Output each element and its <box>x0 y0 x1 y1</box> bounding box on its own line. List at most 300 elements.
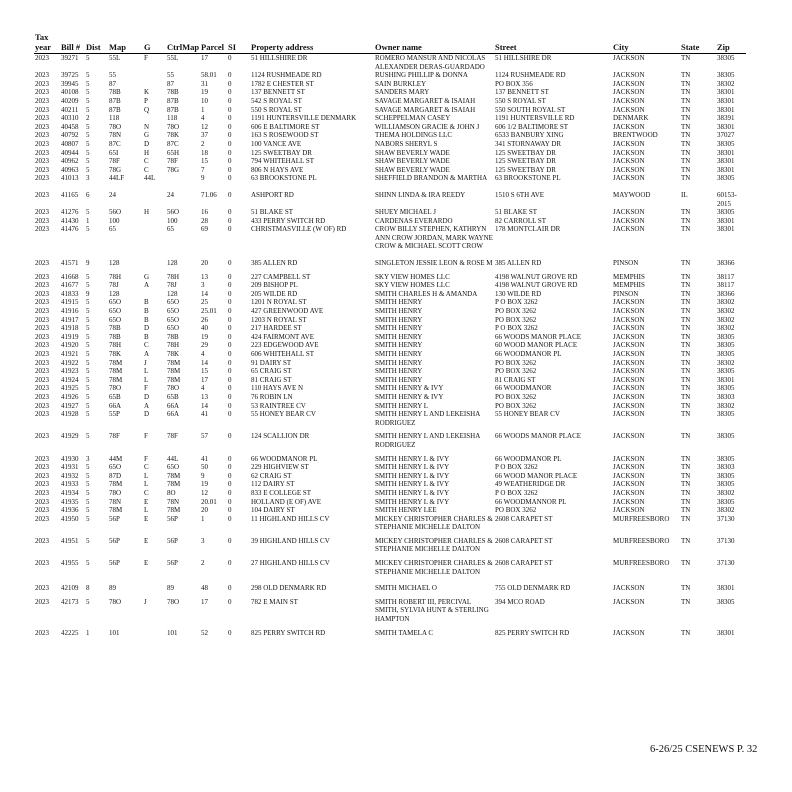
table-row <box>34 298 746 307</box>
table-cell: PO BOX 3262 <box>495 392 537 401</box>
table-row <box>34 123 746 132</box>
table-cell: 41 <box>201 454 208 463</box>
table-cell: 2608 CARAPET ST <box>495 514 553 523</box>
table-cell: 38305 <box>717 367 735 376</box>
table-row <box>34 463 746 472</box>
table-cell: 78M <box>167 506 181 515</box>
table-cell: 89 <box>109 584 116 593</box>
table-cell: 427 GREENWOOD AVE <box>251 307 324 316</box>
table-cell: 48 <box>201 584 208 593</box>
table-cell: TN <box>681 157 691 166</box>
table-cell: 4198 WALNUT GROVE RD <box>495 281 578 290</box>
table-cell: TN <box>681 506 691 515</box>
table-cell: TN <box>681 324 691 333</box>
table-cell: 41955 <box>61 559 79 568</box>
table-cell: A <box>144 401 150 410</box>
column-header: Map <box>108 33 143 54</box>
table-cell: 24 <box>167 190 174 199</box>
table-cell: 0 <box>228 122 232 131</box>
table-cell: 5 <box>86 281 90 290</box>
table-cell: TN <box>681 497 691 506</box>
table-cell: 40962 <box>61 157 79 166</box>
table-cell: 87B <box>167 105 179 114</box>
table-cell: TN <box>681 165 691 174</box>
column-header: CtrlMap <box>166 33 200 54</box>
table-row <box>34 88 746 97</box>
delinquent-tax-table-page <box>34 33 746 637</box>
table-cell: SMITH HENRY LEE <box>375 506 437 515</box>
table-cell: 5 <box>86 272 90 281</box>
table-cell: 0 <box>228 324 232 333</box>
page-footer: 6-26/25 CSENEWS P. 32 <box>650 744 758 755</box>
table-cell: MEMPHIS <box>613 272 645 281</box>
table-cell: JACKSON <box>613 497 645 506</box>
table-row <box>34 498 746 507</box>
table-cell: 37130 <box>717 514 735 523</box>
table-cell: 53 RAINTREE CV <box>251 401 306 410</box>
table-cell: H <box>144 208 150 217</box>
table-cell: 2023 <box>35 401 49 410</box>
table-cell: SMITH HENRY & IVY <box>375 384 444 393</box>
table-row <box>34 268 746 282</box>
table-cell: 78O <box>109 122 122 131</box>
table-cell: 825 PERRY SWITCH RD <box>251 628 326 637</box>
table-cell: 833 E COLLEGE ST <box>251 488 312 497</box>
table-cell: D <box>144 392 150 401</box>
table-cell: TN <box>681 358 691 367</box>
table-cell: 78K <box>109 350 122 358</box>
table-cell: 41926 <box>61 392 79 401</box>
table-cell: 2023 <box>35 131 49 140</box>
table-cell: K <box>144 88 150 97</box>
table-cell: 38302 <box>717 79 735 88</box>
table-cell: TN <box>681 463 691 472</box>
table-cell: J <box>144 597 147 606</box>
table-cell: 50 <box>201 463 208 472</box>
table-cell: 41930 <box>61 454 79 463</box>
table-cell: D <box>144 139 150 148</box>
table-row <box>34 106 746 115</box>
table-cell: 118 <box>167 114 178 123</box>
table-cell: 2023 <box>35 122 49 131</box>
table-cell: 0 <box>228 114 232 123</box>
table-cell: JACKSON <box>613 298 645 307</box>
table-cell: 9 <box>86 289 90 298</box>
table-cell: SKY VIEW HOMES LLC <box>375 272 450 281</box>
table-cell: 38303 <box>717 392 735 401</box>
table-cell: 2023 <box>35 289 49 298</box>
table-cell: TN <box>681 332 691 341</box>
table-cell: 227 CAMPBELL ST <box>251 272 311 281</box>
table-cell: 2023 <box>35 536 49 545</box>
table-cell: H <box>144 148 150 157</box>
table-cell: 41925 <box>61 384 79 393</box>
table-cell: JACKSON <box>613 506 645 515</box>
table-cell: 5 <box>86 88 90 97</box>
table-cell: 550 S ROYAL ST <box>495 96 546 105</box>
table-cell: 100 VANCE AVE <box>251 139 302 148</box>
table-cell: 78F <box>167 157 178 166</box>
table-cell: 78N <box>167 497 180 506</box>
table-cell: 78O <box>167 597 180 606</box>
table-cell: 87 <box>109 79 116 88</box>
table-cell: 78O <box>109 488 122 497</box>
table-cell: TN <box>681 174 691 183</box>
table-cell <box>143 71 166 80</box>
table-cell: SMITH HENRY L AND LEKEISHA RODRIGUEZ <box>375 432 480 449</box>
table-cell: 91 DAIRY ST <box>251 358 292 367</box>
table-cell: TN <box>681 454 691 463</box>
table-cell: 38305 <box>717 597 735 606</box>
table-cell: TN <box>681 341 691 350</box>
table-cell: 606 WHITEHALL ST <box>251 350 314 358</box>
table-cell: 20 <box>201 506 208 515</box>
table-cell: MEMPHIS <box>613 281 645 290</box>
table-row <box>34 174 746 183</box>
table-cell: 5 <box>86 488 90 497</box>
table-cell: 125 SWEETBAY DR <box>495 165 556 174</box>
table-cell: 78M <box>109 375 123 384</box>
table-cell: E <box>144 514 149 523</box>
table-cell: SMITH HENRY <box>375 307 423 316</box>
table-cell: 38301 <box>717 157 735 166</box>
table-cell: 5 <box>86 597 90 606</box>
table-cell: SMITH HENRY L AND LEKEISHA RODRIGUEZ <box>375 410 480 427</box>
table-cell: 2023 <box>35 597 49 606</box>
table-cell: 41013 <box>61 174 79 183</box>
table-cell: SMITH HENRY <box>375 298 423 307</box>
table-cell: 15 <box>201 157 208 166</box>
table-cell: J <box>144 358 147 367</box>
table-cell: TN <box>681 225 691 234</box>
table-cell: 2023 <box>35 71 49 80</box>
table-cell: 37027 <box>717 131 735 140</box>
table-cell: 40209 <box>61 96 79 105</box>
table-cell: 0 <box>228 307 232 316</box>
table-cell: 66 WOODMANOR PL <box>495 350 562 358</box>
table-cell: 40 <box>201 324 208 333</box>
table-cell: 41918 <box>61 324 79 333</box>
table-cell: 0 <box>228 480 232 489</box>
table-cell: 5 <box>86 79 90 88</box>
table-cell: 38391 <box>717 114 735 123</box>
table-row <box>34 281 746 290</box>
table-cell: 55 <box>167 71 174 80</box>
table-cell: JACKSON <box>613 315 645 324</box>
table-cell: SMITH TAMELA C <box>375 628 434 637</box>
table-cell: 0 <box>228 514 232 523</box>
table-row <box>34 410 746 427</box>
table-cell: 78M <box>109 480 123 489</box>
table-cell: 66 WOODMANOR PL <box>251 454 318 463</box>
table-cell: 0 <box>228 463 232 472</box>
table-cell: 17 <box>201 597 208 606</box>
table-cell: B <box>144 307 149 316</box>
table-cell: 78K <box>167 350 180 358</box>
table-cell: 2023 <box>35 105 49 114</box>
table-cell: 71.06 <box>201 190 217 199</box>
table-cell: 65 <box>167 225 174 234</box>
table-row <box>34 515 746 532</box>
table-cell: SMITH HENRY <box>375 341 423 350</box>
table-cell: JACKSON <box>613 375 645 384</box>
table-cell: E <box>144 559 149 568</box>
table-cell: JACKSON <box>613 216 645 225</box>
table-cell: 66 WOOD MANOR PLACE <box>495 471 578 480</box>
table-cell: 825 PERRY SWITCH RD <box>495 628 570 637</box>
table-cell: TN <box>681 375 691 384</box>
table-cell: 66A <box>167 401 180 410</box>
table-cell: 38302 <box>717 488 735 497</box>
table-row <box>34 183 746 208</box>
table-cell: 100 <box>109 216 120 225</box>
table-cell: 606 1/2 BALTIMORE ST <box>495 122 569 131</box>
table-cell: E <box>144 497 149 506</box>
table-cell: TN <box>681 96 691 105</box>
table-cell: 128 <box>109 289 120 298</box>
table-cell: 2023 <box>35 324 49 333</box>
table-cell: D <box>144 410 150 419</box>
table-cell: 0 <box>228 367 232 376</box>
table-cell: SMITH HENRY L & IVY <box>375 463 450 472</box>
table-cell: 41936 <box>61 506 79 515</box>
table-cell: 66 WOODMANNOR PL <box>495 497 567 506</box>
table-cell: C <box>144 341 149 350</box>
table-cell: 806 N HAYS AVE <box>251 165 304 174</box>
table-cell: 60 WOOD MANOR PLACE <box>495 341 578 350</box>
table-cell: 5 <box>86 165 90 174</box>
table-cell: TN <box>681 488 691 497</box>
table-cell: 3 <box>86 454 90 463</box>
table-cell: 2023 <box>35 225 49 234</box>
table-cell: 87B <box>109 105 121 114</box>
table-cell: 29 <box>201 341 208 350</box>
table-cell: 2 <box>86 114 90 123</box>
table-cell: 78M <box>109 358 123 367</box>
table-cell: 112 DAIRY ST <box>251 480 295 489</box>
table-cell: 5 <box>86 298 90 307</box>
table-cell: SMITH HENRY L & IVY <box>375 488 450 497</box>
table-cell: 63 BROOKSTONE PL <box>495 174 561 183</box>
table-cell: 5 <box>86 536 90 545</box>
table-cell: MICKEY CHRISTOPHER CHARLES & STEPHANIE MICHELLE DALTON <box>375 514 493 532</box>
table-cell: SMITH MICHAEL O <box>375 584 437 593</box>
table-cell: 2608 CARAPET ST <box>495 559 553 568</box>
table-cell: 78B <box>167 88 179 97</box>
table-cell: 0 <box>228 216 232 225</box>
table-cell: 6533 BANBURY XING <box>495 131 564 140</box>
table-cell: L <box>144 471 149 480</box>
table-cell: TN <box>681 88 691 97</box>
table-cell: 1203 N ROYAL ST <box>251 315 307 324</box>
table-cell: 55 HONEY BEAR CV <box>495 410 560 419</box>
table-cell: 6 <box>86 190 90 199</box>
table-cell: 0 <box>228 281 232 290</box>
table-cell: 163 S ROSEWOOD ST <box>251 131 319 140</box>
table-cell: 0 <box>228 289 232 298</box>
table-cell: 66 WOODMANOR <box>495 384 552 393</box>
table-cell: 78M <box>167 480 181 489</box>
table-cell: 2023 <box>35 96 49 105</box>
table-cell: 0 <box>228 148 232 157</box>
table-cell: 2023 <box>35 358 49 367</box>
table-cell: 5 <box>86 471 90 480</box>
table-cell: 223 EDGEWOOD AVE <box>251 341 319 350</box>
table-cell: 125 SWEETBAY DR <box>495 148 556 157</box>
table-cell: 41933 <box>61 480 79 489</box>
table-cell: 65H <box>167 148 180 157</box>
table-cell: JACKSON <box>613 341 645 350</box>
table-cell: 5 <box>86 148 90 157</box>
table-cell: 0 <box>228 559 232 568</box>
table-cell: 38305 <box>717 432 735 441</box>
table-cell: PO BOX 3262 <box>495 506 537 515</box>
table-cell: 51 BLAKE ST <box>251 208 293 217</box>
table-cell: CARDENAS EVERARDO <box>375 216 453 225</box>
table-cell: TN <box>681 559 691 568</box>
table-cell: SMITH HENRY <box>375 332 423 341</box>
table-cell: F <box>144 432 148 441</box>
table-cell: SANDERS MARY <box>375 88 430 97</box>
table-cell: 38305 <box>717 71 735 80</box>
table-cell: 128 <box>109 259 120 268</box>
table-cell: 19 <box>201 332 208 341</box>
table-cell: 65O <box>109 298 122 307</box>
table-cell: 44L <box>167 454 179 463</box>
table-cell: 4 <box>201 114 205 123</box>
table-cell: 7 <box>201 165 205 174</box>
table-cell: 0 <box>228 71 232 80</box>
table-cell: 11 HIGHLAND HILLS CV <box>251 514 330 523</box>
table-cell: 41931 <box>61 463 79 472</box>
table-cell: 5 <box>86 367 90 376</box>
table-cell: 0 <box>228 375 232 384</box>
table-cell: 2023 <box>35 341 49 350</box>
table-cell: 27 HIGHLAND HILLS CV <box>251 559 330 568</box>
table-cell: TN <box>681 401 691 410</box>
table-cell: 38302 <box>717 298 735 307</box>
table-cell: SMITH HENRY L & IVY <box>375 480 450 489</box>
column-header: Property address <box>250 33 374 54</box>
column-header: Street <box>494 33 612 54</box>
table-cell: 5 <box>86 96 90 105</box>
table-cell: BRENTWOOD <box>613 131 658 140</box>
table-cell: 2023 <box>35 79 49 88</box>
table-row <box>34 393 746 402</box>
table-cell: 0 <box>228 584 232 593</box>
table-cell: 39725 <box>61 71 79 80</box>
table-cell: JACKSON <box>613 225 645 234</box>
table-cell <box>143 624 166 638</box>
table-cell: 62 CRAIG ST <box>251 471 292 480</box>
table-cell: 118 <box>109 114 120 123</box>
table-cell: 0 <box>228 165 232 174</box>
table-cell: A <box>144 350 150 358</box>
table-cell: 26 <box>201 315 208 324</box>
column-header: SI <box>227 33 250 54</box>
table-cell: 0 <box>228 79 232 88</box>
table-row <box>34 333 746 342</box>
table-cell: 38305 <box>717 208 735 217</box>
table-cell: 9 <box>201 174 205 183</box>
table-cell: 1191 HUNTERSVILLE DENMARK <box>251 114 357 123</box>
table-cell: 0 <box>228 358 232 367</box>
table-cell: 0 <box>228 208 232 217</box>
table-cell: 2023 <box>35 281 49 290</box>
table-cell: 2023 <box>35 559 49 568</box>
table-cell: E <box>144 536 149 545</box>
table-cell: 24 <box>109 190 116 199</box>
table-cell: 78B <box>167 332 179 341</box>
table-cell: 0 <box>228 54 232 62</box>
table-cell: 65B <box>109 392 121 401</box>
table-cell: 56P <box>109 559 120 568</box>
table-cell: 56O <box>167 208 180 217</box>
table-cell: 2023 <box>35 139 49 148</box>
table-cell: SHUEY MICHAEL J <box>375 208 436 217</box>
table-cell: 5 <box>86 384 90 393</box>
table-cell: NABORS SHERYL S <box>375 139 438 148</box>
table-cell <box>143 225 166 251</box>
table-cell: SMITH HENRY <box>375 350 423 358</box>
table-cell: 66A <box>109 401 122 410</box>
table-cell: 41917 <box>61 315 79 324</box>
table-cell: 2023 <box>35 432 49 441</box>
table-cell: 542 S ROYAL ST <box>251 96 302 105</box>
table-cell: 38366 <box>717 289 735 298</box>
table-cell: 341 STORNAWAY DR <box>495 139 562 148</box>
table-cell: JACKSON <box>613 54 645 62</box>
table-cell: 298 OLD DENMARK RD <box>251 584 327 593</box>
table-cell: 38301 <box>717 122 735 131</box>
table-cell: SAVAGE MARGARET & ISAIAH <box>375 96 476 105</box>
table-cell: 2023 <box>35 165 49 174</box>
table-cell: 128 <box>167 289 178 298</box>
table-row <box>34 624 746 638</box>
table-cell: DENMARK <box>613 114 649 123</box>
table-cell: 40944 <box>61 148 79 157</box>
table-cell: 38305 <box>717 497 735 506</box>
table-cell: 5 <box>86 375 90 384</box>
table-cell: 0 <box>228 410 232 419</box>
table-cell: 38301 <box>717 96 735 105</box>
table-cell: 1510 S 6TH AVE <box>495 190 545 199</box>
table-cell: 38301 <box>717 225 735 234</box>
table-cell: 41476 <box>61 225 79 234</box>
table-cell: 87C <box>167 139 179 148</box>
table-cell: TN <box>681 148 691 157</box>
table-cell: PO BOX 3262 <box>495 358 537 367</box>
table-cell: 78H <box>167 341 180 350</box>
table-cell: 385 ALLEN RD <box>495 259 542 268</box>
table-cell: 44L <box>144 174 156 183</box>
table-cell: 17 <box>201 54 208 62</box>
table-cell: B <box>144 315 149 324</box>
table-cell: 1201 N ROYAL ST <box>251 298 307 307</box>
table-cell: 60153-2015 <box>717 190 737 208</box>
table-cell: SMITH HENRY <box>375 375 423 384</box>
table-row <box>34 341 746 350</box>
table-cell: 0 <box>228 506 232 515</box>
table-cell: 5 <box>86 358 90 367</box>
table-cell: 0 <box>228 298 232 307</box>
table-row <box>34 576 746 593</box>
table-cell: 41932 <box>61 471 79 480</box>
table-cell: THEMA HOLDINGS LLC <box>375 131 452 140</box>
table-cell: 40458 <box>61 122 79 131</box>
table-cell: 78M <box>109 506 123 515</box>
table-cell: 78G <box>109 165 122 174</box>
